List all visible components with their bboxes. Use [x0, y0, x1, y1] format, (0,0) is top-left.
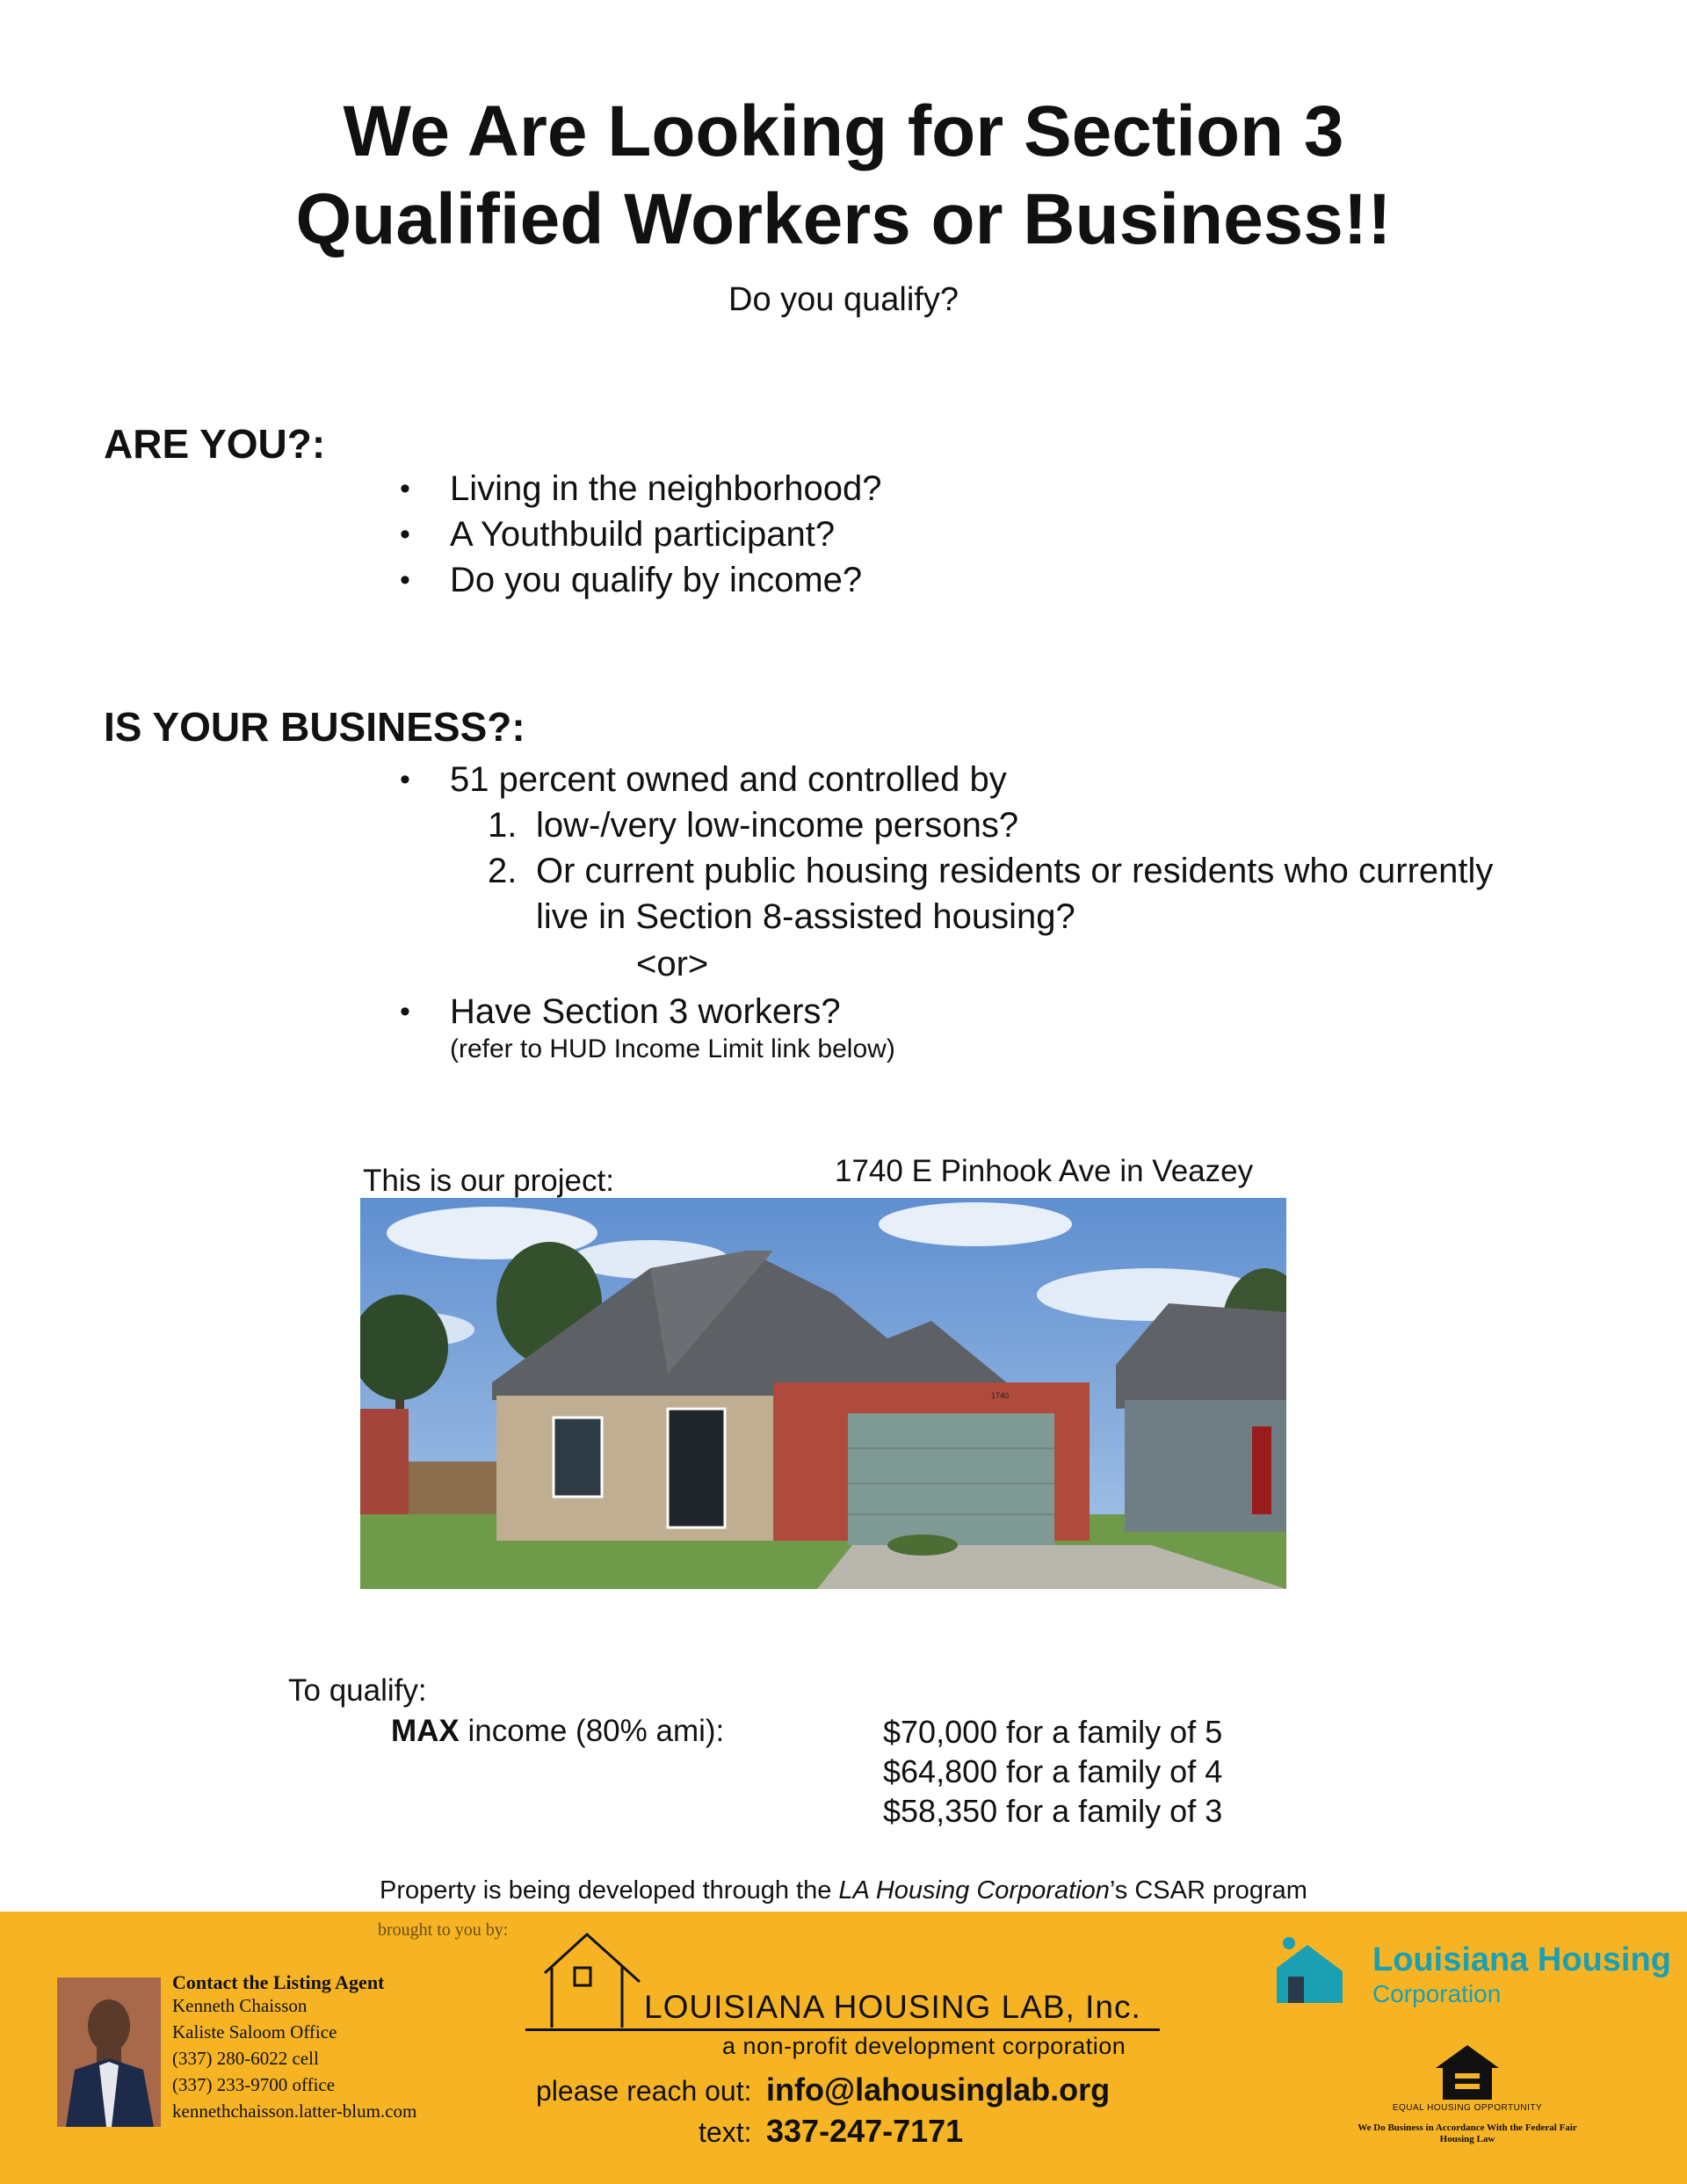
house-photo [360, 1198, 1286, 1589]
program-statement [0, 1876, 1687, 1905]
reach-label: please reach out: [536, 2075, 752, 2107]
list-item-continued: live in Section 8-assisted housing? [536, 897, 1075, 936]
project-label: This is our project: [363, 1164, 614, 1198]
list-item: Do you qualify by income? [450, 561, 863, 599]
lab-underline [525, 2028, 1160, 2031]
max-bold: MAX [391, 1714, 460, 1748]
eho-statement: We Do Business in Accordance With the Federal Fair Housing Law [1358, 2122, 1577, 2144]
list-number: 2. [488, 852, 518, 890]
agent-website[interactable]: kennethchaisson.latter-blum.com [172, 2101, 417, 2122]
lab-name: LOUISIANA HOUSING LAB, Inc. [644, 1989, 1141, 2025]
list-item: 51 percent owned and controlled by [450, 760, 1007, 799]
agent-contact [172, 1992, 416, 2124]
program-before: Property is being developed through the [380, 1876, 839, 1905]
agent-cell: (337) 280-6022 cell [172, 2048, 319, 2069]
bullet-icon: • [400, 472, 410, 505]
list-item: Or current public housing residents or residents who currently [536, 852, 1494, 890]
bullet-icon: • [400, 763, 410, 796]
business-heading: IS YOUR BUSINESS?: [104, 704, 525, 750]
phone-link[interactable]: 337-247-7171 [766, 2113, 964, 2149]
or-separator: <or> [636, 945, 709, 983]
agent-photo [57, 1977, 161, 2127]
lhc-name: Louisiana Housing [1372, 1941, 1671, 1978]
list-item: Living in the neighborhood? [450, 469, 882, 508]
text-label: text: [699, 2116, 752, 2148]
lhc-house-icon [1274, 1933, 1344, 2003]
bullet-icon: • [400, 563, 410, 597]
project-address: 1740 E Pinhook Ave in Veazey [835, 1154, 1254, 1188]
bullet-icon: • [400, 995, 410, 1028]
subtitle: Do you qualify? [728, 281, 959, 318]
list-item: A Youthbuild participant? [450, 515, 836, 554]
title-line-1: We Are Looking for Section 3 [343, 91, 1344, 171]
list-item: Have Section 3 workers? [450, 992, 841, 1031]
bullet-icon: • [400, 518, 410, 551]
house-number: 1740 [991, 1391, 1010, 1400]
email-link[interactable]: info@lahousinglab.org [766, 2072, 1111, 2108]
agent-office: Kaliste Saloom Office [172, 2021, 337, 2043]
program-italic: LA Housing Corporation [838, 1876, 1110, 1905]
footer-band [0, 1912, 1687, 2184]
eho-label: EQUAL HOUSING OPPORTUNITY [1392, 2103, 1543, 2113]
income-limit: $58,350 for a family of 3 [883, 1793, 1223, 1829]
agent-title: Contact the Listing Agent [172, 1971, 385, 1993]
brought-by-label: brought to you by: [378, 1920, 509, 1940]
max-income-label [391, 1714, 724, 1749]
agent-name: Kenneth Chaisson [172, 1995, 308, 2016]
agent-portrait [57, 1977, 161, 2127]
lab-house-logo-icon [525, 1931, 648, 2032]
lhc-subname: Corporation [1372, 1980, 1502, 2007]
house-illustration [360, 1198, 1286, 1589]
list-item: low-/very low-income persons? [536, 806, 1019, 845]
agent-office-phone: (337) 233-9700 office [172, 2074, 336, 2095]
list-number: 1. [488, 806, 518, 845]
equal-housing-icon [1432, 2042, 1502, 2103]
max-rest: income (80% ami): [459, 1714, 725, 1748]
lab-tagline: a non-profit development corporation [722, 2033, 1126, 2059]
hud-note: (refer to HUD Income Limit link below) [450, 1034, 895, 1063]
are-you-heading: ARE YOU?: [104, 421, 326, 467]
program-after: ’s CSAR program [1109, 1876, 1307, 1905]
income-limit: $64,800 for a family of 4 [883, 1753, 1223, 1789]
title-line-2: Qualified Workers or Business!! [295, 179, 1392, 259]
qualify-label: To qualify: [288, 1673, 427, 1708]
income-limit: $70,000 for a family of 5 [883, 1714, 1223, 1750]
